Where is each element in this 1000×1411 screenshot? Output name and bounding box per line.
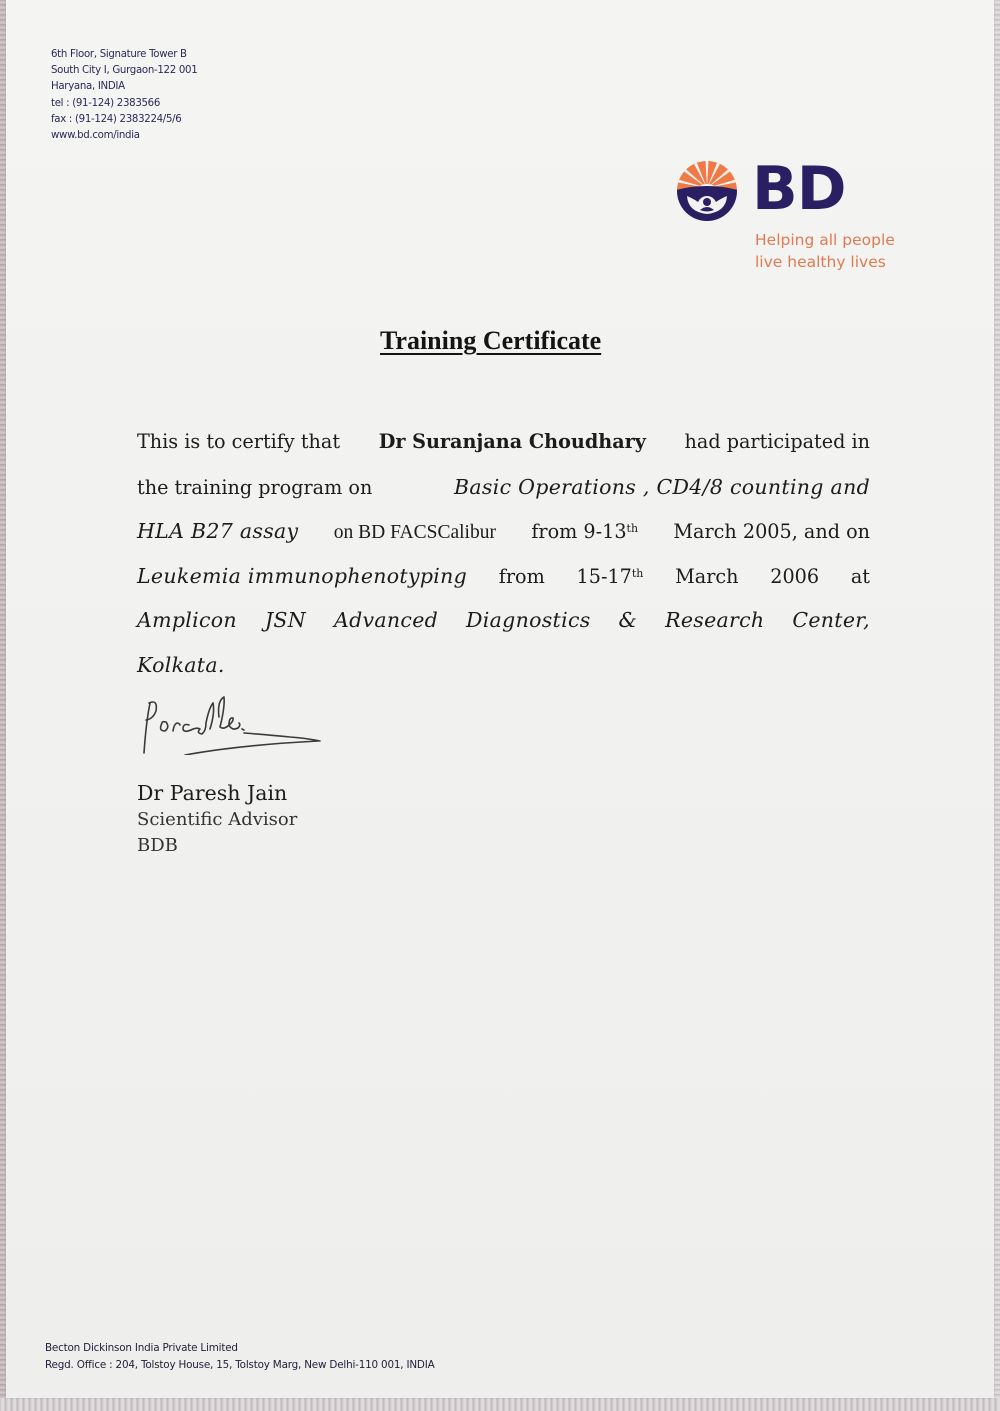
- bd-sunburst-logo-icon: [676, 160, 738, 222]
- body-line-5: [137, 608, 870, 653]
- address-line: Haryana, INDIA: [51, 81, 125, 93]
- venue-word: Center,: [792, 608, 870, 632]
- signature-icon: [140, 693, 330, 755]
- bd-logo: [676, 154, 846, 224]
- body-line-6: [137, 653, 870, 698]
- bd-logo-text: BD: [752, 154, 846, 224]
- website-line: www.bd.com/india: [51, 130, 140, 142]
- footer-regd-office: Regd. Office : 204, Tolstoy House, 15, Tolstoy Marg, New Delhi-110 001, INDIA: [45, 1358, 435, 1371]
- venue-word: &: [618, 608, 638, 632]
- venue-word: Diagnostics: [466, 608, 591, 632]
- paper-bottom-edge: [0, 1398, 1000, 1411]
- venue-city: Kolkata.: [137, 652, 225, 677]
- course-name-1: Basic Operations , CD4/8 counting and: [454, 474, 870, 499]
- address-line: South City I, Gurgaon-122 001: [51, 65, 198, 77]
- course-name-2: Leukemia immunophenotyping: [137, 563, 468, 588]
- tagline-line: Helping all people: [755, 231, 895, 249]
- footer-company: Becton Dickinson India Private Limited: [45, 1342, 238, 1354]
- ordinal-suffix: th: [626, 522, 639, 535]
- date-range-1: [531, 520, 638, 543]
- body-line-2: [137, 475, 870, 520]
- footer-registration: [45, 1340, 435, 1373]
- signatory-name: Dr Paresh Jain: [137, 781, 288, 805]
- venue-word: JSN: [264, 608, 306, 632]
- certificate-title: Training Certificate: [380, 326, 602, 355]
- body-text: from 9-13: [531, 520, 627, 543]
- body-text: from: [498, 564, 545, 588]
- body-text: 15-17: [576, 564, 632, 588]
- tagline-line: live healthy lives: [755, 252, 886, 271]
- body-text: at: [850, 564, 870, 588]
- date-range-2: [577, 565, 644, 588]
- body-text: This is to certify that: [137, 430, 341, 453]
- letterhead-address: [51, 47, 197, 144]
- body-text: March 2005, and on: [673, 520, 870, 543]
- telephone-line: tel : (91-124) 2383566: [51, 97, 161, 109]
- venue-word: Research: [665, 608, 765, 632]
- body-text: March: [675, 564, 739, 588]
- signatory-org: BDB: [137, 835, 178, 856]
- ordinal-suffix: th: [631, 566, 644, 580]
- body-line-3: [137, 519, 870, 564]
- course-name-1-end: HLA B27 assay: [137, 519, 299, 543]
- body-line-4: [137, 564, 870, 609]
- signatory-role: Scientific Advisor: [137, 809, 298, 830]
- signatory-block: [137, 779, 297, 859]
- body-text: the training program on: [137, 475, 373, 499]
- certificate-body: [137, 430, 870, 697]
- venue-word: Amplicon: [137, 608, 237, 632]
- body-text: had participated in: [684, 430, 870, 453]
- participant-name: Dr Suranjana Choudhary: [378, 430, 646, 453]
- logo-tagline: [755, 230, 895, 273]
- fax-line: fax : (91-124) 2383224/5/6: [51, 113, 182, 125]
- venue-word: Advanced: [333, 608, 439, 632]
- body-text: 2006: [770, 564, 820, 588]
- body-line-1: [137, 430, 870, 475]
- paper-right-edge: [994, 0, 1000, 1411]
- address-line: 6th Floor, Signature Tower B: [51, 49, 187, 60]
- instrument-name: on BD FACSCalibur: [333, 522, 496, 543]
